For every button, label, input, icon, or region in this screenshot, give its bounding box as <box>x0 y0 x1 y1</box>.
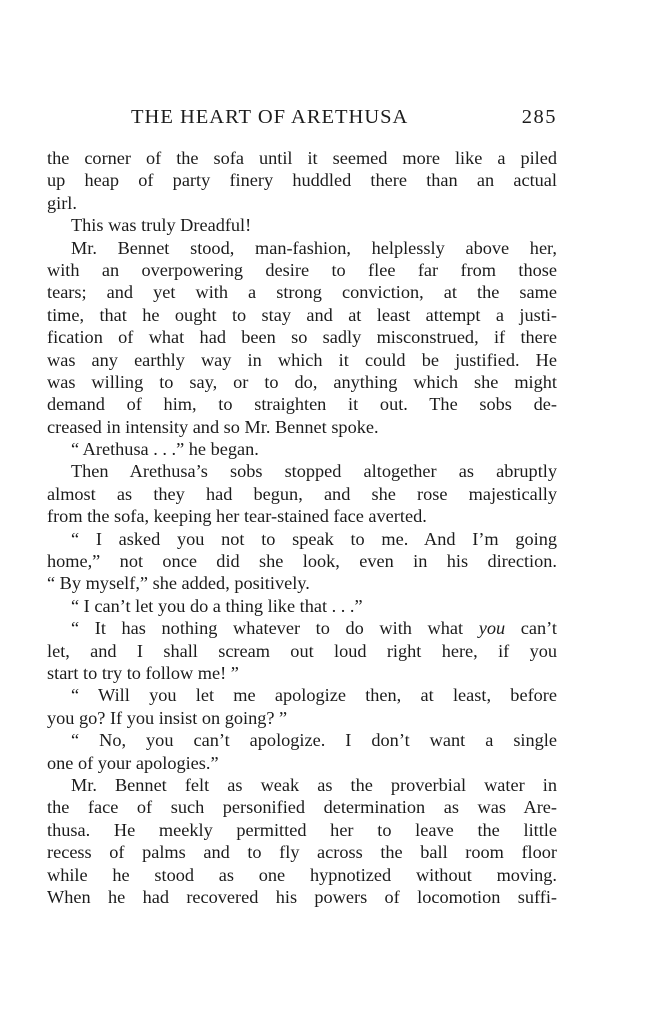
text-line: thusa. He meekly permitted her to leave the little <box>47 819 557 840</box>
text-line: creased in intensity and so Mr. Bennet spoke. <box>47 416 379 437</box>
text-line: from the sofa, keeping her tear-stained face averted. <box>47 506 427 527</box>
text-line: with an overpowering desire to flee far from those <box>47 259 557 280</box>
text-line: the corner of the sofa until it seemed more like a piled <box>47 148 557 168</box>
text-line: the face of such personified determination as was Are- <box>47 797 557 818</box>
page-number: 285 <box>521 106 557 128</box>
text-line: “ No, you can’t apologize. I don’t want a single <box>71 730 557 751</box>
text-line: “ I asked you not to speak to me. And I’m going <box>71 528 557 549</box>
text-line: time, that he ought to stay and at least attempt a justi- <box>47 304 557 325</box>
text-fragment: “ It has nothing whatever to do with what <box>71 618 464 639</box>
text-line: When he had recovered his powers of locomotion suffi- <box>47 886 557 907</box>
text-line: girl. <box>47 192 77 213</box>
text-line: up heap of party finery huddled there than an actual <box>47 170 557 191</box>
text-line: fication of what had been so sadly misconstrued, if there <box>47 327 557 348</box>
text-line: almost as they had begun, and she rose majestically <box>47 483 557 504</box>
text-line: was any earthly way in which it could be justified. He <box>47 349 557 370</box>
body-text <box>47 147 557 908</box>
text-line: let, and I shall scream out loud right here, if you <box>47 640 557 661</box>
text-line: tears; and yet with a strong conviction, at the same <box>47 282 557 303</box>
text-line: “ Will you let me apologize then, at least, before <box>71 685 557 706</box>
text-line: Then Arethusa’s sobs stopped altogether as abruptly <box>71 461 557 482</box>
text-line: This was truly Dreadful! <box>71 215 252 236</box>
text-line: recess of palms and to fly across the ball room floor <box>47 842 557 863</box>
text-line: one of your apologies.” <box>47 752 219 773</box>
text-line: while he stood as one hypnotized without moving. <box>47 864 557 885</box>
running-title: THE HEART OF ARETHUSA <box>131 106 409 128</box>
text-line: start to try to follow me! ” <box>47 662 239 683</box>
text-line: was willing to say, or to do, anything which she might <box>47 371 557 392</box>
text-line: “ I can’t let you do a thing like that . . .” <box>71 595 363 616</box>
text-line: home,” not once did she look, even in his direction. <box>47 551 557 572</box>
text-line: “ Arethusa . . .” he began. <box>71 439 259 460</box>
text-line: Mr. Bennet stood, man-fashion, helplessly above her, <box>71 237 557 258</box>
text-line <box>47 617 557 639</box>
text-line: demand of him, to straighten it out. The sobs de- <box>47 394 557 415</box>
text-line: you go? If you insist on going? ” <box>47 707 288 728</box>
emphasis-word: you <box>478 618 506 639</box>
running-header <box>47 106 557 136</box>
text-line: Mr. Bennet felt as weak as the proverbial water in <box>71 774 557 795</box>
text-line: “ By myself,” she added, positively. <box>47 573 310 594</box>
text-fragment: can’t <box>520 618 557 639</box>
